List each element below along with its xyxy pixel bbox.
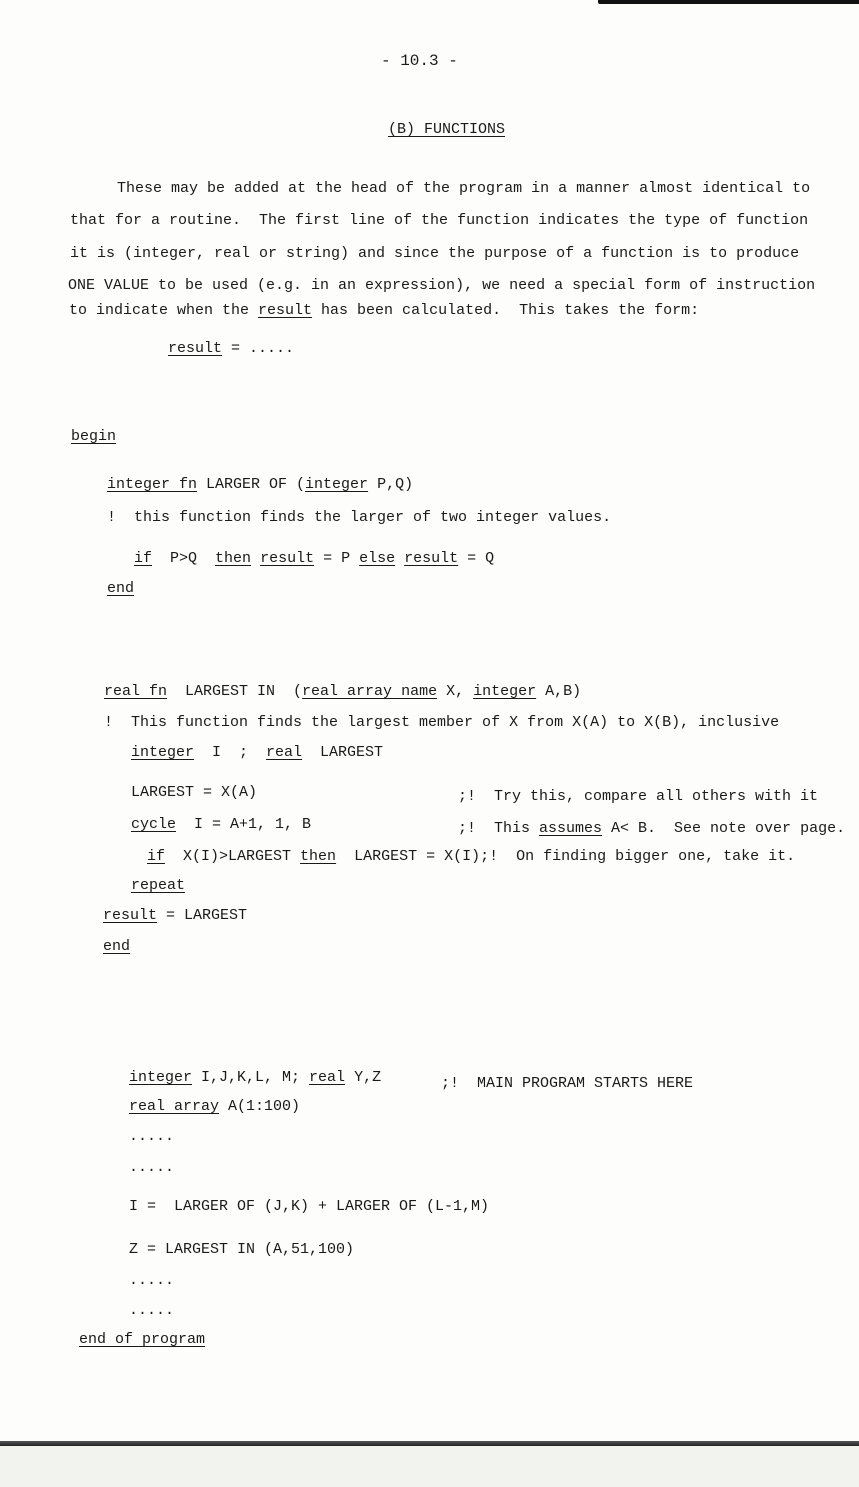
fn2-declarations	[131, 744, 383, 762]
code-text: I ;	[194, 744, 267, 761]
fn2-end: end	[103, 938, 131, 955]
code-text: P,Q)	[368, 476, 414, 493]
fn2-if-line	[147, 848, 795, 866]
keyword: result	[260, 550, 315, 567]
intro-line-2: that for a routine. The first line of the function indicates the type of function	[70, 212, 809, 229]
code-text: P>Q	[152, 550, 216, 567]
code-text: LARGEST IN (	[167, 683, 303, 700]
comment-text: ;! This	[458, 820, 540, 837]
intro-line-5-rest: has been calculated. This takes the form:	[312, 302, 700, 319]
fn1-end: end	[107, 580, 135, 597]
result-keyword: result	[168, 340, 223, 357]
code-text: X,	[437, 683, 474, 700]
code-text: LARGEST	[302, 744, 384, 761]
keyword: cycle	[131, 816, 177, 833]
code-text: = LARGEST	[157, 907, 248, 924]
ellipsis-4: .....	[129, 1302, 175, 1319]
code-text: X(I)>LARGEST	[165, 848, 301, 865]
ellipsis-3: .....	[129, 1272, 175, 1289]
main-program-comment: ;! MAIN PROGRAM STARTS HERE	[441, 1075, 694, 1092]
keyword: integer	[305, 476, 369, 493]
intro-line-1: These may be added at the head of the program in a manner almost identical to	[117, 180, 811, 197]
main-statement-1: I = LARGER OF (J,K) + LARGER OF (L-1,M)	[129, 1198, 490, 1215]
keyword: then	[215, 550, 252, 567]
keyword: real	[309, 1069, 346, 1086]
page-number: - 10.3 -	[381, 52, 458, 70]
keyword: integer fn	[107, 476, 198, 493]
intro-line-5-text: to indicate when the	[69, 302, 259, 319]
fn2-init-line: LARGEST = X(A)	[131, 784, 258, 801]
code-text: Y,Z	[345, 1069, 382, 1086]
code-text: LARGEST = X(I);! On finding bigger one, take it.	[336, 848, 796, 865]
keyword: assumes	[539, 820, 603, 837]
code-text: A,B)	[536, 683, 582, 700]
main-declarations	[129, 1069, 381, 1087]
code-text: = P	[314, 550, 360, 567]
keyword: if	[147, 848, 166, 865]
ellipsis-1: .....	[129, 1128, 175, 1145]
fn2-cycle-comment	[458, 820, 845, 838]
main-statement-2: Z = LARGEST IN (A,51,100)	[129, 1241, 355, 1258]
result-form	[168, 340, 294, 358]
fn2-cycle-line	[131, 816, 311, 834]
code-text: = Q	[458, 550, 495, 567]
keyword: real array name	[302, 683, 438, 700]
main-array-declaration	[129, 1098, 300, 1116]
section-heading: (B) FUNCTIONS	[388, 121, 506, 138]
keyword: integer	[473, 683, 537, 700]
keyword: else	[359, 550, 396, 567]
fn1-if-line	[134, 550, 494, 568]
ellipsis-2: .....	[129, 1159, 175, 1176]
fn2-init-comment: ;! Try this, compare all others with it	[458, 788, 819, 805]
fn2-header	[104, 683, 581, 701]
result-form-rest: = .....	[222, 340, 295, 357]
keyword: integer	[129, 1069, 193, 1086]
intro-line-3: it is (integer, real or string) and since the purpose of a function is to produce	[70, 245, 800, 262]
fn2-repeat: repeat	[131, 877, 186, 894]
keyword: result	[103, 907, 158, 924]
code-text: A(1:100)	[219, 1098, 301, 1115]
keyword: real fn	[104, 683, 168, 700]
intro-line-4: ONE VALUE to be used (e.g. in an expression), we need a special form of instruction	[68, 277, 816, 294]
code-text: I = A+1, 1, B	[176, 816, 312, 833]
fn1-comment: ! this function finds the larger of two integer values.	[107, 509, 612, 526]
comment-text: A< B. See note over page.	[602, 820, 846, 837]
keyword: then	[300, 848, 337, 865]
bottom-scan-band	[0, 1446, 859, 1487]
end-of-program: end of program	[79, 1331, 206, 1348]
fn2-result-line	[103, 907, 247, 925]
code-text: LARGER OF (	[197, 476, 306, 493]
result-keyword: result	[258, 302, 313, 319]
keyword: integer	[131, 744, 195, 761]
intro-line-5	[69, 302, 699, 320]
fn2-comment: ! This function finds the largest member of X from X(A) to X(B), inclusive	[104, 714, 780, 731]
keyword: real	[266, 744, 303, 761]
begin-keyword: begin	[71, 428, 117, 445]
code-text: I,J,K,L, M;	[192, 1069, 310, 1086]
top-edge-rule	[598, 0, 859, 4]
fn1-header	[107, 476, 413, 494]
keyword: real array	[129, 1098, 220, 1115]
keyword: result	[404, 550, 459, 567]
keyword: if	[134, 550, 153, 567]
